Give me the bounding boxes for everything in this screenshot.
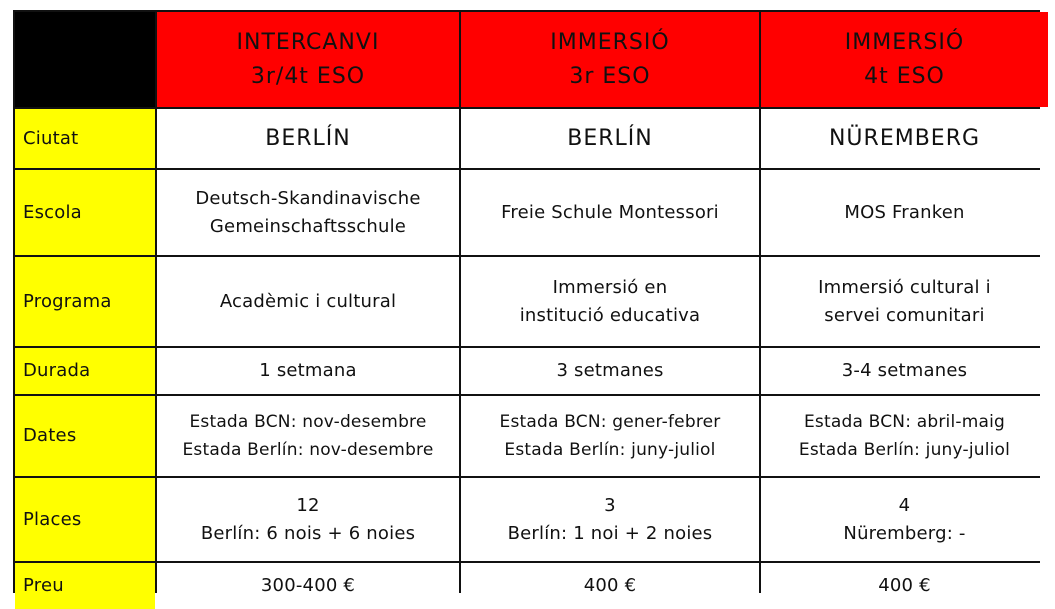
table-cell: 400 € — [461, 563, 759, 609]
table-corner — [15, 12, 155, 107]
row-label-preu: Preu — [15, 563, 155, 609]
cell-line: Nüremberg: - — [843, 522, 966, 544]
cell-line: Estada BCN: nov-desembre — [189, 412, 427, 432]
column-header-immersio-3r — [461, 12, 759, 107]
row-label-dates: Dates — [15, 396, 155, 476]
column-header-immersio-4t — [761, 12, 1048, 107]
cell-line: servei comunitari — [824, 304, 985, 326]
cell-line: Estada Berlín: nov-desembre — [182, 440, 434, 460]
table-cell — [157, 396, 459, 476]
table-cell: Acadèmic i cultural — [157, 257, 459, 346]
cell-line: 3 — [604, 494, 616, 516]
cell-line: Immersió en — [552, 276, 668, 298]
cell-line: institució educativa — [519, 304, 701, 326]
program-comparison-table — [13, 10, 1040, 596]
table-cell — [157, 478, 459, 561]
cell-line: Estada Berlín: juny-juliol — [798, 440, 1011, 460]
table-cell: 3-4 setmanes — [761, 348, 1048, 394]
column-header-subtitle: 4t ESO — [864, 63, 945, 89]
table-cell — [761, 257, 1048, 346]
cell-line: Deutsch-Skandinavische — [195, 187, 421, 209]
column-header-title: IMMERSIÓ — [550, 29, 670, 55]
table-cell — [761, 478, 1048, 561]
row-label-places: Places — [15, 478, 155, 561]
table-cell: MOS Franken — [761, 170, 1048, 255]
table-cell: 300-400 € — [157, 563, 459, 609]
row-label-programa: Programa — [15, 257, 155, 346]
column-header-intercanvi — [157, 12, 459, 107]
table-cell: 3 setmanes — [461, 348, 759, 394]
table-cell: BERLÍN — [461, 109, 759, 168]
table-cell — [461, 396, 759, 476]
table-cell: 1 setmana — [157, 348, 459, 394]
table-cell — [461, 478, 759, 561]
table-cell — [461, 257, 759, 346]
cell-line: 4 — [898, 494, 911, 516]
cell-line: Estada BCN: gener-febrer — [499, 412, 721, 432]
column-header-subtitle: 3r/4t ESO — [250, 63, 366, 89]
column-header-title: IMMERSIÓ — [844, 29, 965, 55]
cell-line: Berlín: 6 nois + 6 noies — [200, 522, 416, 544]
row-label-escola: Escola — [15, 170, 155, 255]
cell-line: Gemeinschaftsschule — [209, 215, 407, 237]
cell-line: Estada BCN: abril-maig — [803, 412, 1006, 432]
table-cell: BERLÍN — [157, 109, 459, 168]
cell-line: Berlín: 1 noi + 2 noies — [507, 522, 713, 544]
table-cell: 400 € — [761, 563, 1048, 609]
cell-line: Immersió cultural i — [818, 276, 991, 298]
row-label-durada: Durada — [15, 348, 155, 394]
cell-line: 12 — [296, 494, 320, 516]
column-header-title: INTERCANVI — [236, 29, 380, 55]
table-cell — [157, 170, 459, 255]
table-cell — [761, 396, 1048, 476]
table-cell: NÜREMBERG — [761, 109, 1048, 168]
cell-line: Estada Berlín: juny-juliol — [504, 440, 716, 460]
row-label-ciutat: Ciutat — [15, 109, 155, 168]
table-cell: Freie Schule Montessori — [461, 170, 759, 255]
column-header-subtitle: 3r ESO — [569, 63, 651, 89]
